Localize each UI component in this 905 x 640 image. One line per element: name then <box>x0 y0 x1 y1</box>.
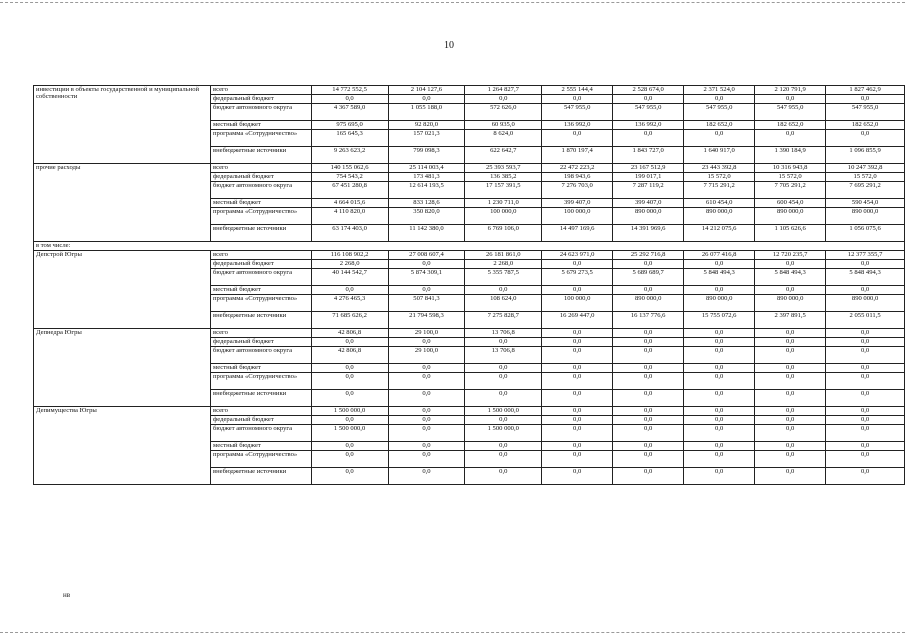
amount-cell: 507 841,3 <box>388 295 465 312</box>
scan-border-bottom <box>0 632 905 633</box>
amount-cell: 198 943,6 <box>542 173 613 182</box>
amount-cell: 0,0 <box>542 130 613 147</box>
funding-source: программа «Сотрудничество» <box>211 295 312 312</box>
amount-cell: 547 955,0 <box>613 104 684 121</box>
amount-cell: 140 155 062,6 <box>311 164 388 173</box>
amount-cell: 572 626,0 <box>465 104 542 121</box>
amount-cell: 0,0 <box>311 390 388 407</box>
amount-cell: 157 021,3 <box>388 130 465 147</box>
amount-cell: 0,0 <box>755 364 826 373</box>
amount-cell: 1 500 000,0 <box>465 407 542 416</box>
amount-cell: 0,0 <box>388 468 465 485</box>
amount-cell: 199 017,1 <box>613 173 684 182</box>
funding-source: бюджет автономного округа <box>211 269 312 286</box>
amount-cell: 0,0 <box>755 338 826 347</box>
amount-cell: 108 624,0 <box>465 295 542 312</box>
amount-cell: 0,0 <box>826 347 905 364</box>
amount-cell: 0,0 <box>684 407 755 416</box>
amount-cell: 0,0 <box>684 286 755 295</box>
amount-cell: 0,0 <box>542 338 613 347</box>
amount-cell: 14 772 552,5 <box>311 86 388 95</box>
amount-cell: 2 555 144,4 <box>542 86 613 95</box>
amount-cell: 4 110 820,0 <box>311 208 388 225</box>
funding-source: внебюджетные источники <box>211 390 312 407</box>
group-name: Депимущества Югры <box>34 407 211 485</box>
funding-source: программа «Сотрудничество» <box>211 373 312 390</box>
amount-cell: 0,0 <box>613 338 684 347</box>
amount-cell: 0,0 <box>613 364 684 373</box>
amount-cell: 26 077 416,8 <box>684 251 755 260</box>
amount-cell: 0,0 <box>826 407 905 416</box>
amount-cell: 2 528 674,0 <box>613 86 684 95</box>
amount-cell: 0,0 <box>542 286 613 295</box>
amount-cell: 13 706,8 <box>465 347 542 364</box>
amount-cell: 0,0 <box>826 286 905 295</box>
amount-cell: 1 096 855,9 <box>826 147 905 164</box>
amount-cell: 0,0 <box>755 407 826 416</box>
funding-source: программа «Сотрудничество» <box>211 130 312 147</box>
amount-cell: 4 664 015,6 <box>311 199 388 208</box>
amount-cell: 0,0 <box>755 260 826 269</box>
amount-cell: 4 367 589,0 <box>311 104 388 121</box>
amount-cell: 0,0 <box>613 390 684 407</box>
amount-cell: 0,0 <box>684 130 755 147</box>
amount-cell: 799 098,3 <box>388 147 465 164</box>
funding-source: местный бюджет <box>211 286 312 295</box>
amount-cell: 0,0 <box>311 338 388 347</box>
amount-cell: 5 689 689,7 <box>613 269 684 286</box>
amount-cell: 17 157 391,5 <box>465 182 542 199</box>
amount-cell: 7 276 703,0 <box>542 182 613 199</box>
amount-cell: 890 000,0 <box>826 208 905 225</box>
amount-cell: 14 212 075,6 <box>684 225 755 242</box>
amount-cell: 26 181 861,0 <box>465 251 542 260</box>
funding-source: местный бюджет <box>211 199 312 208</box>
funding-source: программа «Сотрудничество» <box>211 208 312 225</box>
amount-cell: 0,0 <box>684 347 755 364</box>
amount-cell: 0,0 <box>684 338 755 347</box>
amount-cell: 0,0 <box>826 468 905 485</box>
amount-cell: 0,0 <box>465 468 542 485</box>
amount-cell: 1 264 827,7 <box>465 86 542 95</box>
funding-source: федеральный бюджет <box>211 173 312 182</box>
amount-cell: 0,0 <box>826 329 905 338</box>
group-name: Депстрой Югры <box>34 251 211 329</box>
amount-cell: 14 497 169,6 <box>542 225 613 242</box>
amount-cell: 0,0 <box>755 130 826 147</box>
amount-cell: 0,0 <box>388 364 465 373</box>
amount-cell: 0,0 <box>613 260 684 269</box>
amount-cell: 67 451 280,8 <box>311 182 388 199</box>
amount-cell: 21 794 598,3 <box>388 312 465 329</box>
amount-cell: 15 755 072,6 <box>684 312 755 329</box>
funding-source: федеральный бюджет <box>211 95 312 104</box>
amount-cell: 63 174 403,0 <box>311 225 388 242</box>
amount-cell: 0,0 <box>613 407 684 416</box>
amount-cell: 1 390 184,9 <box>755 147 826 164</box>
amount-cell: 0,0 <box>388 451 465 468</box>
subheading: в том числе: <box>34 242 905 251</box>
amount-cell: 0,0 <box>311 373 388 390</box>
amount-cell: 0,0 <box>755 347 826 364</box>
amount-cell: 1 230 711,0 <box>465 199 542 208</box>
funding-source: внебюджетные источники <box>211 312 312 329</box>
amount-cell: 0,0 <box>684 95 755 104</box>
amount-cell: 0,0 <box>826 364 905 373</box>
amount-cell: 7 275 828,7 <box>465 312 542 329</box>
amount-cell: 0,0 <box>465 442 542 451</box>
amount-cell: 1 640 917,0 <box>684 147 755 164</box>
amount-cell: 173 481,3 <box>388 173 465 182</box>
table-row <box>34 407 905 416</box>
amount-cell: 42 806,8 <box>311 347 388 364</box>
amount-cell: 1 056 075,6 <box>826 225 905 242</box>
amount-cell: 0,0 <box>684 425 755 442</box>
amount-cell: 0,0 <box>613 451 684 468</box>
amount-cell: 1 500 000,0 <box>311 407 388 416</box>
amount-cell: 1 500 000,0 <box>311 425 388 442</box>
amount-cell: 5 848 494,3 <box>826 269 905 286</box>
amount-cell: 0,0 <box>613 347 684 364</box>
amount-cell: 182 652,0 <box>684 121 755 130</box>
table-row <box>34 329 905 338</box>
amount-cell: 22 472 223,2 <box>542 164 613 173</box>
amount-cell: 2 268,0 <box>311 260 388 269</box>
table-row <box>34 251 905 260</box>
amount-cell: 42 806,8 <box>311 329 388 338</box>
group-name: Депнедра Югры <box>34 329 211 407</box>
amount-cell: 10 316 943,8 <box>755 164 826 173</box>
funding-source: местный бюджет <box>211 121 312 130</box>
amount-cell: 116 108 902,2 <box>311 251 388 260</box>
amount-cell: 0,0 <box>388 416 465 425</box>
funding-source: местный бюджет <box>211 442 312 451</box>
amount-cell: 100 000,0 <box>542 295 613 312</box>
budget-table <box>33 85 905 485</box>
funding-source: программа «Сотрудничество» <box>211 451 312 468</box>
amount-cell: 0,0 <box>311 468 388 485</box>
amount-cell: 0,0 <box>311 416 388 425</box>
amount-cell: 754 543,2 <box>311 173 388 182</box>
amount-cell: 0,0 <box>388 338 465 347</box>
amount-cell: 8 624,0 <box>465 130 542 147</box>
amount-cell: 1 500 000,0 <box>465 425 542 442</box>
amount-cell: 0,0 <box>465 338 542 347</box>
amount-cell: 0,0 <box>684 416 755 425</box>
amount-cell: 12 720 235,7 <box>755 251 826 260</box>
amount-cell: 0,0 <box>542 364 613 373</box>
amount-cell: 23 443 392,8 <box>684 164 755 173</box>
amount-cell: 0,0 <box>613 329 684 338</box>
funding-source: бюджет автономного округа <box>211 347 312 364</box>
amount-cell: 13 706,8 <box>465 329 542 338</box>
amount-cell: 0,0 <box>826 373 905 390</box>
amount-cell: 71 685 626,2 <box>311 312 388 329</box>
amount-cell: 12 377 355,7 <box>826 251 905 260</box>
amount-cell: 890 000,0 <box>755 295 826 312</box>
amount-cell: 6 769 106,0 <box>465 225 542 242</box>
amount-cell: 136 385,2 <box>465 173 542 182</box>
amount-cell: 9 263 623,2 <box>311 147 388 164</box>
amount-cell: 15 572,0 <box>826 173 905 182</box>
amount-cell: 0,0 <box>755 390 826 407</box>
amount-cell: 0,0 <box>311 95 388 104</box>
amount-cell: 0,0 <box>388 95 465 104</box>
amount-cell: 16 137 776,6 <box>613 312 684 329</box>
table-row <box>34 86 905 95</box>
funding-source: всего <box>211 329 312 338</box>
amount-cell: 182 652,0 <box>755 121 826 130</box>
amount-cell: 0,0 <box>613 416 684 425</box>
amount-cell: 25 292 716,8 <box>613 251 684 260</box>
funding-source: федеральный бюджет <box>211 416 312 425</box>
amount-cell: 2 371 524,0 <box>684 86 755 95</box>
amount-cell: 0,0 <box>613 130 684 147</box>
amount-cell: 0,0 <box>542 260 613 269</box>
amount-cell: 2 268,0 <box>465 260 542 269</box>
amount-cell: 2 104 127,6 <box>388 86 465 95</box>
funding-source: внебюджетные источники <box>211 468 312 485</box>
amount-cell: 0,0 <box>542 442 613 451</box>
amount-cell: 0,0 <box>684 390 755 407</box>
amount-cell: 0,0 <box>826 95 905 104</box>
amount-cell: 547 955,0 <box>826 104 905 121</box>
amount-cell: 1 827 462,9 <box>826 86 905 95</box>
amount-cell: 890 000,0 <box>684 208 755 225</box>
amount-cell: 600 454,0 <box>755 199 826 208</box>
amount-cell: 0,0 <box>826 130 905 147</box>
scan-border-top <box>0 2 905 3</box>
amount-cell: 547 955,0 <box>542 104 613 121</box>
amount-cell: 399 407,0 <box>542 199 613 208</box>
amount-cell: 890 000,0 <box>826 295 905 312</box>
amount-cell: 2 055 011,5 <box>826 312 905 329</box>
amount-cell: 11 142 380,0 <box>388 225 465 242</box>
amount-cell: 2 120 791,9 <box>755 86 826 95</box>
amount-cell: 0,0 <box>542 373 613 390</box>
funding-source: всего <box>211 407 312 416</box>
amount-cell: 622 642,7 <box>465 147 542 164</box>
amount-cell: 0,0 <box>542 468 613 485</box>
amount-cell: 0,0 <box>388 286 465 295</box>
funding-source: бюджет автономного округа <box>211 104 312 121</box>
subheading-row <box>34 242 905 251</box>
amount-cell: 0,0 <box>542 95 613 104</box>
funding-source: внебюджетные источники <box>211 147 312 164</box>
amount-cell: 0,0 <box>755 95 826 104</box>
amount-cell: 0,0 <box>542 347 613 364</box>
amount-cell: 0,0 <box>826 390 905 407</box>
page-number: 10 <box>444 40 454 51</box>
amount-cell: 60 935,0 <box>465 121 542 130</box>
amount-cell: 0,0 <box>542 329 613 338</box>
amount-cell: 92 820,0 <box>388 121 465 130</box>
amount-cell: 10 247 392,8 <box>826 164 905 173</box>
amount-cell: 16 269 447,0 <box>542 312 613 329</box>
amount-cell: 0,0 <box>542 425 613 442</box>
amount-cell: 0,0 <box>465 451 542 468</box>
amount-cell: 0,0 <box>465 286 542 295</box>
amount-cell: 0,0 <box>826 338 905 347</box>
amount-cell: 890 000,0 <box>684 295 755 312</box>
funding-source: федеральный бюджет <box>211 338 312 347</box>
amount-cell: 890 000,0 <box>613 295 684 312</box>
amount-cell: 0,0 <box>465 416 542 425</box>
amount-cell: 399 407,0 <box>613 199 684 208</box>
amount-cell: 0,0 <box>465 95 542 104</box>
amount-cell: 0,0 <box>755 329 826 338</box>
amount-cell: 7 695 291,2 <box>826 182 905 199</box>
amount-cell: 1 055 188,0 <box>388 104 465 121</box>
amount-cell: 0,0 <box>684 260 755 269</box>
amount-cell: 1 843 727,0 <box>613 147 684 164</box>
amount-cell: 0,0 <box>755 416 826 425</box>
amount-cell: 0,0 <box>542 416 613 425</box>
amount-cell: 4 276 465,3 <box>311 295 388 312</box>
amount-cell: 40 144 542,7 <box>311 269 388 286</box>
funding-source: всего <box>211 164 312 173</box>
amount-cell: 0,0 <box>465 364 542 373</box>
amount-cell: 5 874 309,1 <box>388 269 465 286</box>
amount-cell: 7 715 291,2 <box>684 182 755 199</box>
table-row <box>34 164 905 173</box>
funding-source: местный бюджет <box>211 364 312 373</box>
amount-cell: 0,0 <box>826 442 905 451</box>
amount-cell: 5 848 494,3 <box>684 269 755 286</box>
amount-cell: 27 008 607,4 <box>388 251 465 260</box>
amount-cell: 136 992,0 <box>613 121 684 130</box>
amount-cell: 2 397 891,5 <box>755 312 826 329</box>
amount-cell: 1 105 626,6 <box>755 225 826 242</box>
amount-cell: 24 623 971,0 <box>542 251 613 260</box>
amount-cell: 0,0 <box>684 468 755 485</box>
amount-cell: 1 870 197,4 <box>542 147 613 164</box>
amount-cell: 0,0 <box>311 442 388 451</box>
amount-cell: 25 393 593,7 <box>465 164 542 173</box>
amount-cell: 7 705 291,2 <box>755 182 826 199</box>
amount-cell: 0,0 <box>542 451 613 468</box>
amount-cell: 0,0 <box>826 425 905 442</box>
group-name: прочие расходы <box>34 164 211 242</box>
amount-cell: 182 652,0 <box>826 121 905 130</box>
amount-cell: 0,0 <box>311 451 388 468</box>
amount-cell: 29 100,0 <box>388 347 465 364</box>
amount-cell: 0,0 <box>311 286 388 295</box>
amount-cell: 0,0 <box>755 468 826 485</box>
amount-cell: 0,0 <box>388 442 465 451</box>
amount-cell: 890 000,0 <box>613 208 684 225</box>
amount-cell: 0,0 <box>826 416 905 425</box>
amount-cell: 0,0 <box>613 95 684 104</box>
funding-source: всего <box>211 86 312 95</box>
amount-cell: 100 000,0 <box>465 208 542 225</box>
amount-cell: 29 100,0 <box>388 329 465 338</box>
amount-cell: 14 391 969,6 <box>613 225 684 242</box>
footer-code: нв <box>63 591 71 599</box>
amount-cell: 890 000,0 <box>755 208 826 225</box>
amount-cell: 15 572,0 <box>684 173 755 182</box>
amount-cell: 15 572,0 <box>755 173 826 182</box>
amount-cell: 0,0 <box>388 260 465 269</box>
amount-cell: 610 454,0 <box>684 199 755 208</box>
amount-cell: 0,0 <box>388 373 465 390</box>
amount-cell: 350 820,0 <box>388 208 465 225</box>
amount-cell: 547 955,0 <box>755 104 826 121</box>
amount-cell: 5 355 787,5 <box>465 269 542 286</box>
group-name: инвестиции в объекты государственной и муниципальной собственности <box>34 86 211 164</box>
amount-cell: 0,0 <box>388 390 465 407</box>
amount-cell: 0,0 <box>826 260 905 269</box>
funding-source: федеральный бюджет <box>211 260 312 269</box>
amount-cell: 0,0 <box>684 451 755 468</box>
amount-cell: 0,0 <box>542 390 613 407</box>
amount-cell: 0,0 <box>755 286 826 295</box>
amount-cell: 0,0 <box>755 425 826 442</box>
amount-cell: 975 695,0 <box>311 121 388 130</box>
amount-cell: 25 114 003,4 <box>388 164 465 173</box>
amount-cell: 0,0 <box>613 373 684 390</box>
amount-cell: 833 128,6 <box>388 199 465 208</box>
amount-cell: 5 848 494,3 <box>755 269 826 286</box>
amount-cell: 0,0 <box>311 364 388 373</box>
amount-cell: 0,0 <box>684 373 755 390</box>
amount-cell: 0,0 <box>465 373 542 390</box>
amount-cell: 0,0 <box>826 451 905 468</box>
amount-cell: 7 287 119,2 <box>613 182 684 199</box>
amount-cell: 0,0 <box>613 442 684 451</box>
amount-cell: 590 454,0 <box>826 199 905 208</box>
amount-cell: 100 000,0 <box>542 208 613 225</box>
funding-source: всего <box>211 251 312 260</box>
amount-cell: 0,0 <box>755 451 826 468</box>
amount-cell: 0,0 <box>465 390 542 407</box>
funding-source: бюджет автономного округа <box>211 182 312 199</box>
amount-cell: 0,0 <box>684 442 755 451</box>
amount-cell: 0,0 <box>613 425 684 442</box>
amount-cell: 23 167 512,9 <box>613 164 684 173</box>
amount-cell: 0,0 <box>755 373 826 390</box>
amount-cell: 165 645,3 <box>311 130 388 147</box>
amount-cell: 5 679 273,5 <box>542 269 613 286</box>
amount-cell: 0,0 <box>684 329 755 338</box>
funding-source: внебюджетные источники <box>211 225 312 242</box>
amount-cell: 0,0 <box>388 407 465 416</box>
amount-cell: 136 992,0 <box>542 121 613 130</box>
funding-source: бюджет автономного округа <box>211 425 312 442</box>
amount-cell: 0,0 <box>388 425 465 442</box>
amount-cell: 0,0 <box>613 468 684 485</box>
amount-cell: 0,0 <box>613 286 684 295</box>
amount-cell: 0,0 <box>755 442 826 451</box>
amount-cell: 0,0 <box>542 407 613 416</box>
amount-cell: 12 614 193,5 <box>388 182 465 199</box>
amount-cell: 547 955,0 <box>684 104 755 121</box>
amount-cell: 0,0 <box>684 364 755 373</box>
